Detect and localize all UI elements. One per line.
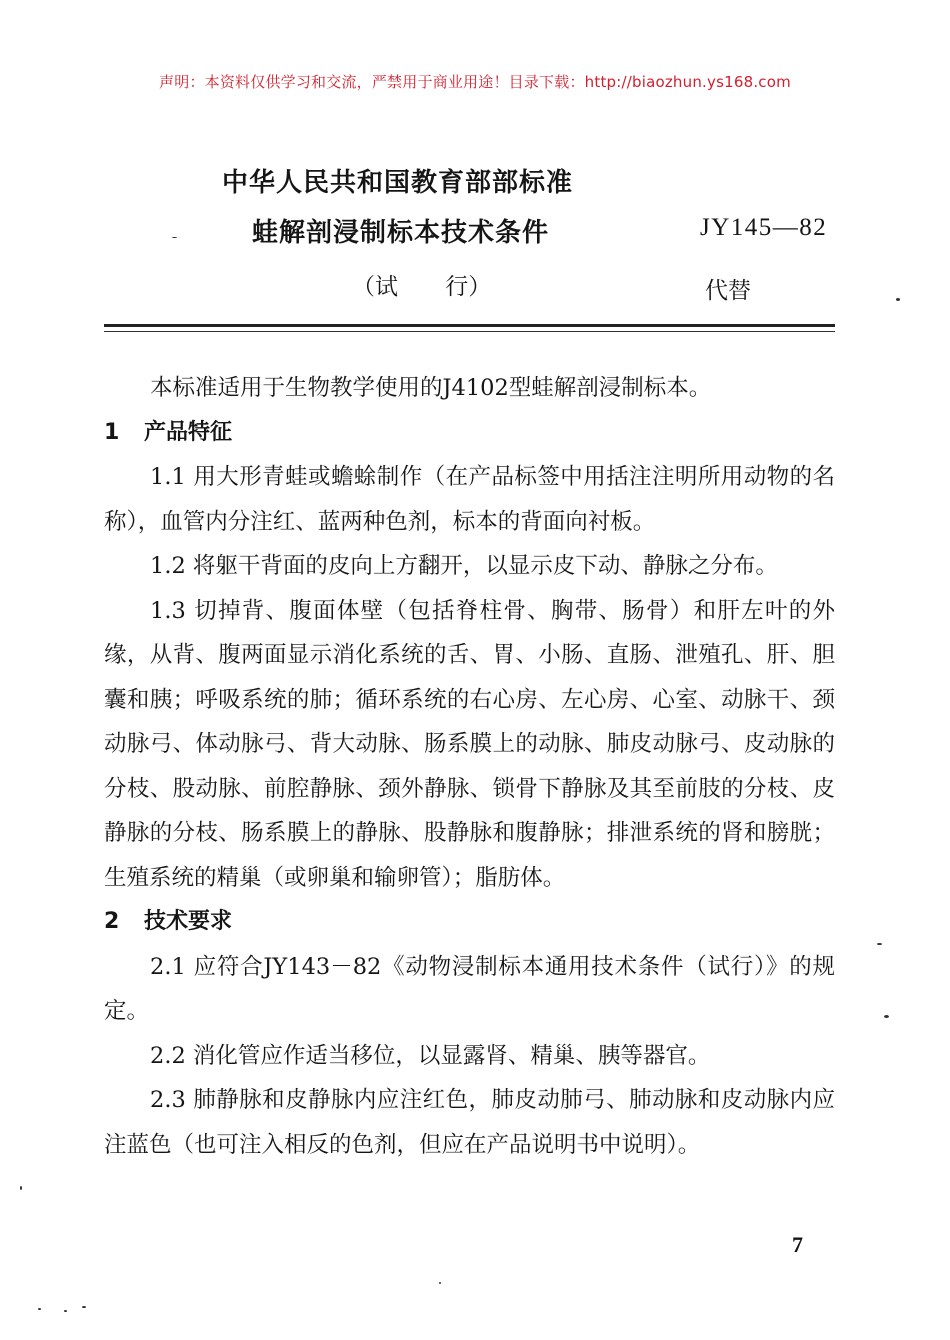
scan-speck	[884, 1015, 889, 1018]
clause-2-1: 2.1 应符合JY143－82《动物浸制标本通用技术条件（试行）》的规定。	[104, 953, 835, 1024]
section-heading-1	[104, 411, 835, 456]
clause-2-2: 2.2 消化管应作适当移位，以显露肾、精巢、胰等器官。	[150, 1042, 711, 1069]
header-rule-thin	[104, 331, 835, 332]
section-heading-2	[104, 900, 835, 945]
trial-note: （试 行）	[352, 274, 492, 300]
standard-title: 蛙解剖浸制标本技术条件	[252, 218, 550, 248]
replaces-label: 代替	[705, 278, 751, 304]
scan-speck	[172, 237, 177, 238]
section-number: 1	[104, 419, 120, 445]
clause-1-3: 1.3 切掉背、腹面体壁（包括脊柱骨、胸带、肠骨）和肝左叶的外缘，从背、腹两面显示消化系统的舌、胃、小肠、直肠、泄殖孔、肝、胆囊和胰；呼吸系统的肺；循环系统的右心房、左心房、心室、动脉干、颈动脉弓、体动脉弓、背大动脉、肠系膜上的动脉、肺皮动脉弓、皮动脉的分枝、股动脉、前腔静脉、颈外静脉、锁骨下静脉及其至前肢的分枝、皮静脉的分枝、肠系膜上的静脉、股静脉和腹静脉；排泄系统的肾和膀胱；生殖系统的精巢（或卵巢和输卵管）；脂肪体。	[104, 597, 835, 891]
standard-number: JY145—82	[700, 214, 828, 241]
clause-2-3: 2.3 肺静脉和皮静脉内应注红色，肺皮动肺弓、肺动脉和皮动脉内应注蓝色（也可注入相反的色剂，但应在产品说明书中说明）。	[104, 1087, 835, 1158]
clause-1-1: 1.1 用大形青蛙或蟾蜍制作（在产品标签中用括注注明所用动物的名称），血管内分注红、蓝两种色剂，标本的背面向衬板。	[104, 464, 835, 535]
scan-speck	[38, 1308, 41, 1310]
watermark-disclaimer: 声明：本资料仅供学习和交流，严禁用于商业用途！目录下载：http://biaozhun.ys168.com	[159, 73, 791, 91]
document-body	[104, 366, 835, 1167]
clause-1-2: 1.2 将躯干背面的皮向上方翻开，以显示皮下动、静脉之分布。	[150, 553, 778, 579]
scan-speck	[64, 1310, 67, 1312]
scan-speck	[896, 298, 900, 301]
scan-speck	[82, 1306, 86, 1308]
scan-speck	[20, 1186, 22, 1190]
intro-paragraph: 本标准适用于生物教学使用的J4102型蛙解剖浸制标本。	[150, 375, 712, 401]
scan-speck	[877, 943, 882, 945]
header-rule-thick	[104, 324, 835, 327]
section-title: 产品特征	[144, 419, 233, 445]
org-title: 中华人民共和国教育部部标准	[222, 168, 574, 198]
page-number: 7	[792, 1232, 803, 1257]
section-number: 2	[104, 909, 120, 934]
scan-speck	[439, 1282, 441, 1284]
section-title: 技术要求	[144, 909, 233, 934]
